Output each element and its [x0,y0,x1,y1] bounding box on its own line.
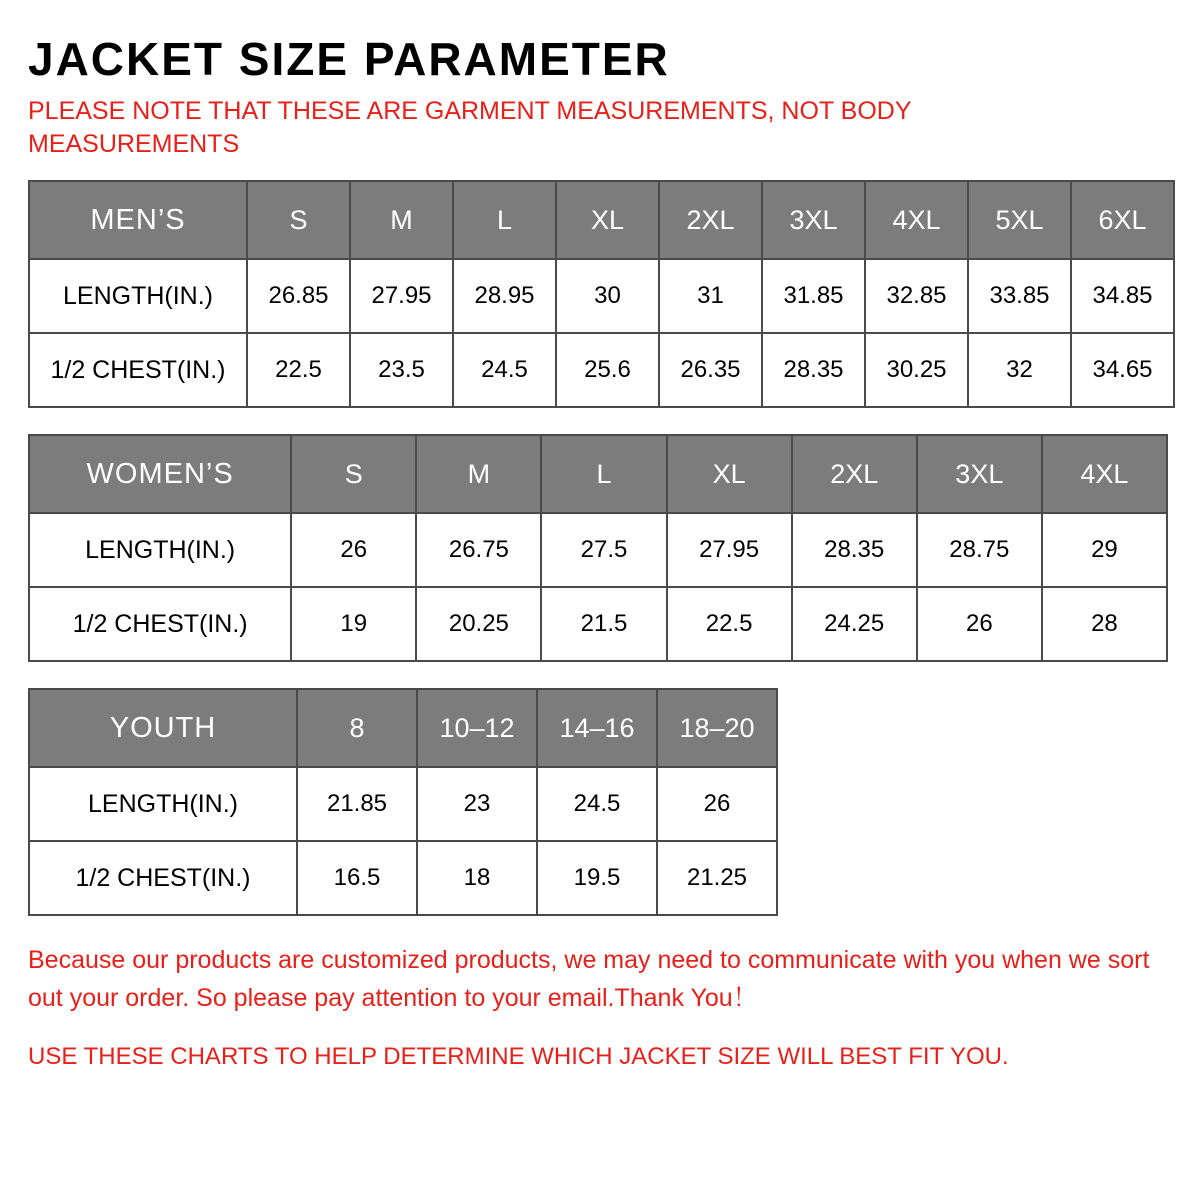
mens-size-table [28,180,1175,408]
table-cell: 28.35 [792,513,917,587]
table-header-cell: 18–20 [657,689,777,767]
table-row [29,841,777,915]
table-cell: 26 [291,513,416,587]
customization-note: Because our products are customized products, we may need to communicate with you when we sort out your order. So please pay attention to your email.Thank You！ [28,946,1150,1012]
table-cell: 24.25 [792,587,917,661]
table-header-cell: 4XL [1042,435,1167,513]
table-cell: 19.5 [537,841,657,915]
table-header-row [29,689,777,767]
table-header-cell: 3XL [917,435,1042,513]
table-cell: 34.65 [1071,333,1174,407]
table-row [29,259,1174,333]
table-cell: 22.5 [247,333,350,407]
table-header-cell: XL [556,181,659,259]
table-cell: 21.5 [541,587,666,661]
table-cell: 21.85 [297,767,417,841]
table-row [29,513,1167,587]
table-header-row [29,181,1174,259]
table-cell: 23 [417,767,537,841]
row-label: 1/2 CHEST(IN.) [29,587,291,661]
youth-size-table [28,688,778,916]
table-cell: 31 [659,259,762,333]
table-header-cell: 2XL [792,435,917,513]
table-header-cell: L [453,181,556,259]
table-cell: 22.5 [667,587,792,661]
table-row [29,587,1167,661]
table-cell: 31.85 [762,259,865,333]
table-cell: 18 [417,841,537,915]
table-cell: 26 [657,767,777,841]
row-label: LENGTH(IN.) [29,767,297,841]
table-cell: 26.35 [659,333,762,407]
table-cell: 26 [917,587,1042,661]
table-header-cell: L [541,435,666,513]
table-cell: 33.85 [968,259,1071,333]
table-cell: 27.95 [350,259,453,333]
table-cell: 28.75 [917,513,1042,587]
table-header-cell: 4XL [865,181,968,259]
table-header-cell: 5XL [968,181,1071,259]
table-header-cell: M [350,181,453,259]
table-row [29,333,1174,407]
table-cell: 25.6 [556,333,659,407]
table-cell: 27.5 [541,513,666,587]
table-header-cell: S [291,435,416,513]
table-cell: 20.25 [416,587,541,661]
table-header-cell: WOMEN’S [29,435,291,513]
table-cell: 29 [1042,513,1167,587]
row-label: 1/2 CHEST(IN.) [29,333,247,407]
table-header-cell: S [247,181,350,259]
garment-measurement-note: PLEASE NOTE THAT THESE ARE GARMENT MEASUREMENTS, NOT BODY MEASUREMENTS [28,96,912,159]
row-label: LENGTH(IN.) [29,259,247,333]
table-cell: 26.85 [247,259,350,333]
table-cell: 24.5 [453,333,556,407]
table-cell: 16.5 [297,841,417,915]
table-header-cell: M [416,435,541,513]
table-cell: 34.85 [1071,259,1174,333]
table-cell: 28.35 [762,333,865,407]
table-header-row [29,435,1167,513]
table-cell: 28.95 [453,259,556,333]
table-header-cell: YOUTH [29,689,297,767]
table-header-cell: 6XL [1071,181,1174,259]
table-cell: 28 [1042,587,1167,661]
table-cell: 27.95 [667,513,792,587]
table-header-cell: XL [667,435,792,513]
table-header-cell: 14–16 [537,689,657,767]
row-label: LENGTH(IN.) [29,513,291,587]
table-cell: 19 [291,587,416,661]
womens-size-table [28,434,1168,662]
table-cell: 21.25 [657,841,777,915]
table-cell: 30.25 [865,333,968,407]
row-label: 1/2 CHEST(IN.) [29,841,297,915]
table-cell: 23.5 [350,333,453,407]
chart-usage-note: USE THESE CHARTS TO HELP DETERMINE WHICH JACKET SIZE WILL BEST FIT YOU. [28,1043,1009,1071]
table-cell: 26.75 [416,513,541,587]
table-cell: 32.85 [865,259,968,333]
page-title: JACKET SIZE PARAMETER [28,33,670,85]
table-header-cell: 3XL [762,181,865,259]
table-header-cell: 8 [297,689,417,767]
table-row [29,767,777,841]
table-header-cell: 2XL [659,181,762,259]
table-header-cell: MEN’S [29,181,247,259]
table-header-cell: 10–12 [417,689,537,767]
table-cell: 30 [556,259,659,333]
table-cell: 24.5 [537,767,657,841]
table-cell: 32 [968,333,1071,407]
